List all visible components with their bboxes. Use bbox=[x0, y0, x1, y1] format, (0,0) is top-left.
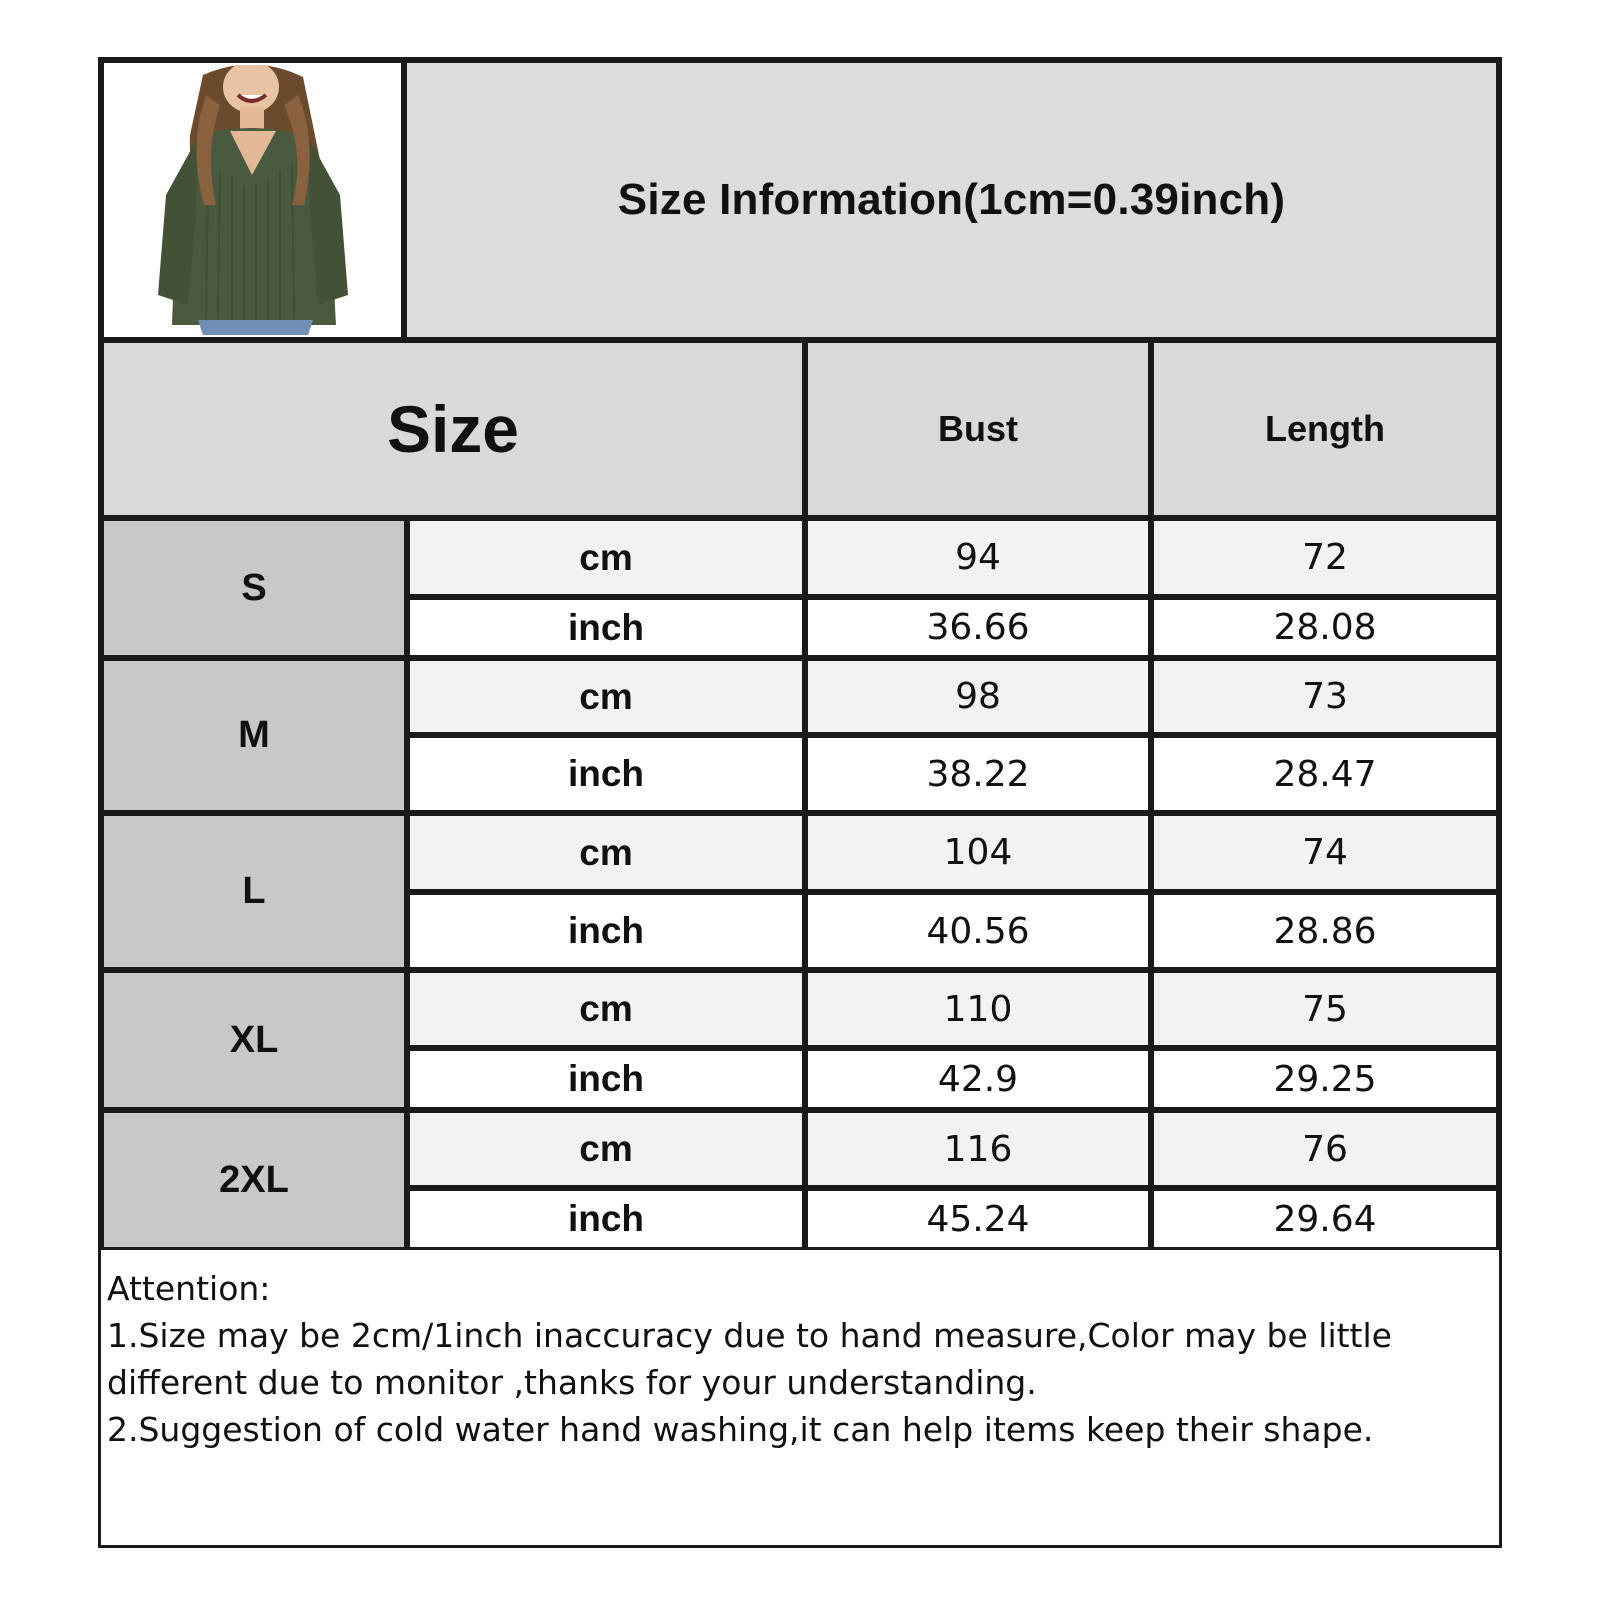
header-bust bbox=[805, 340, 1151, 518]
bust-value: 36.66 bbox=[805, 597, 1151, 658]
attention-note-1: 1.Size may be 2cm/1inch inaccuracy due to hand measure,Color may be little different due to monitor ,thanks for your understanding. bbox=[107, 1316, 1392, 1402]
bust-value: 110 bbox=[805, 970, 1151, 1048]
unit-cell: cm bbox=[407, 813, 805, 892]
bust-value: 116 bbox=[805, 1110, 1151, 1188]
title-text: Size Information(1cm=0.39inch) bbox=[617, 175, 1286, 224]
length-value: 28.47 bbox=[1151, 735, 1499, 813]
header-length-label: Length bbox=[1265, 408, 1385, 449]
bust-value: 38.22 bbox=[805, 735, 1151, 813]
length-value: 28.86 bbox=[1151, 892, 1499, 970]
length-value: 72 bbox=[1151, 518, 1499, 597]
length-value: 76 bbox=[1151, 1110, 1499, 1188]
header-length bbox=[1151, 340, 1499, 518]
model-sweater-image bbox=[108, 65, 398, 335]
bust-value: 94 bbox=[805, 518, 1151, 597]
size-label-s: S bbox=[101, 518, 407, 658]
bust-value: 40.56 bbox=[805, 892, 1151, 970]
header-bust-label: Bust bbox=[938, 408, 1018, 449]
bust-value: 104 bbox=[805, 813, 1151, 892]
length-value: 75 bbox=[1151, 970, 1499, 1048]
bust-value: 98 bbox=[805, 658, 1151, 735]
unit-cell: cm bbox=[407, 1110, 805, 1188]
unit-cell: inch bbox=[407, 892, 805, 970]
attention-notes bbox=[101, 1263, 1499, 1455]
header-size-label: Size bbox=[386, 392, 520, 466]
size-label-m: M bbox=[101, 658, 407, 813]
size-label-l: L bbox=[101, 813, 407, 970]
unit-cell: cm bbox=[407, 518, 805, 597]
unit-cell: inch bbox=[407, 1188, 805, 1250]
length-value: 74 bbox=[1151, 813, 1499, 892]
length-value: 28.08 bbox=[1151, 597, 1499, 658]
unit-cell: inch bbox=[407, 597, 805, 658]
length-value: 73 bbox=[1151, 658, 1499, 735]
header-size bbox=[101, 340, 805, 518]
size-label-xl: XL bbox=[101, 970, 407, 1110]
size-chart bbox=[98, 57, 1502, 1548]
unit-cell: cm bbox=[407, 970, 805, 1048]
unit-cell: inch bbox=[407, 735, 805, 813]
attention-note-2: 2.Suggestion of cold water hand washing,it can help items keep their shape. bbox=[107, 1410, 1374, 1449]
attention-heading: Attention: bbox=[107, 1269, 271, 1308]
bust-value: 42.9 bbox=[805, 1048, 1151, 1110]
unit-cell: inch bbox=[407, 1048, 805, 1110]
length-value: 29.25 bbox=[1151, 1048, 1499, 1110]
unit-cell: cm bbox=[407, 658, 805, 735]
size-info-title bbox=[404, 60, 1499, 340]
product-photo bbox=[101, 60, 404, 340]
size-label-2xl: 2XL bbox=[101, 1110, 407, 1250]
bust-value: 45.24 bbox=[805, 1188, 1151, 1250]
length-value: 29.64 bbox=[1151, 1188, 1499, 1250]
